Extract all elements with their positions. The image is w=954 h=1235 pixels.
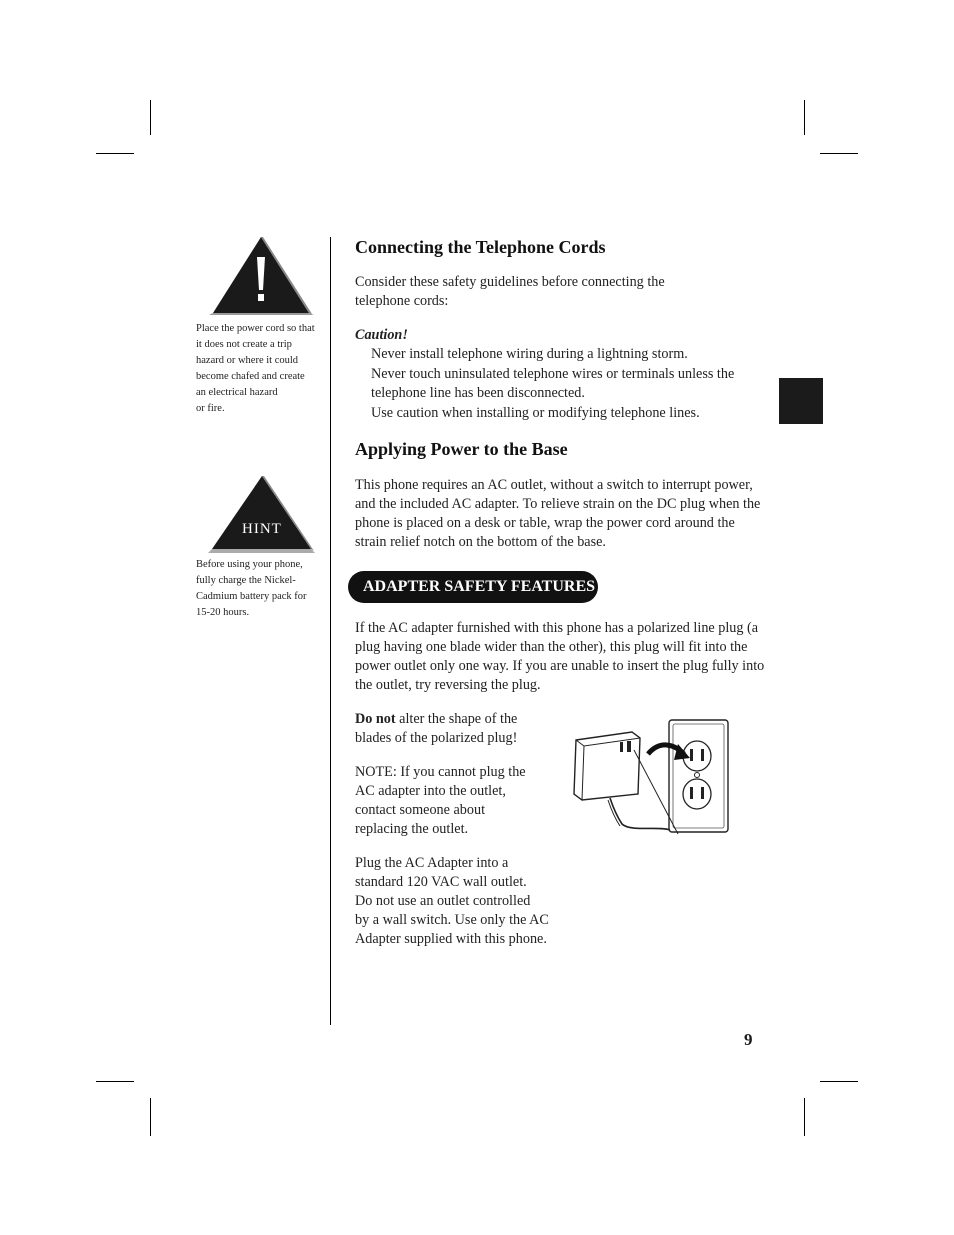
adapter-safety-banner: ADAPTER SAFETY FEATURES bbox=[348, 571, 598, 603]
crop-mark bbox=[96, 153, 134, 154]
caution-title: Caution! bbox=[355, 327, 408, 343]
crop-mark bbox=[804, 100, 805, 135]
warning-note: Place the power cord so that it does not create a trip hazard or where it could become chafed and create an electrical hazard or fire. bbox=[196, 323, 315, 414]
section-title-applying-power: Applying Power to the Base bbox=[355, 439, 568, 459]
caution-list: Never install telephone wiring during a lightning storm. Never touch uninsulated telephone wires or terminals unless the telephone line has been disconnected. Use caution when installing or modifying telephone lines. bbox=[371, 346, 735, 421]
column-divider bbox=[330, 237, 331, 1025]
note-paragraph: NOTE: If you cannot plug the AC adapter into the outlet, contact someone about replacing the outlet. bbox=[355, 764, 526, 837]
page-number: 9 bbox=[744, 1030, 753, 1049]
crop-mark bbox=[150, 100, 151, 135]
section3-body: If the AC adapter furnished with this phone has a polarized line plug (a plug having one blade wider than the other), this plug will fit into the power outlet only one way. If you are unable to insert the plug fully into the outlet, try reversing the plug. bbox=[355, 620, 765, 693]
warning-icon bbox=[208, 235, 314, 315]
crop-mark bbox=[820, 1081, 858, 1082]
donot-bold: Do not bbox=[355, 711, 396, 727]
crop-mark bbox=[150, 1098, 151, 1136]
section2-body: This phone requires an AC outlet, without a switch to interrupt power, and the included AC adapter. To relieve strain on the DC plug when the phone is placed on a desk or table, wrap the power cord around the strain relief notch on the bottom of the base. bbox=[355, 477, 761, 550]
adapter-outlet-illustration bbox=[570, 718, 732, 836]
plug-paragraph: Plug the AC Adapter into a standard 120 VAC wall outlet. Do not use an outlet controlled by a wall switch. Use only the AC Adapter supplied with this phone. bbox=[355, 855, 549, 947]
hint-label: HINT bbox=[242, 521, 282, 537]
section-title-telephone-cords: Connecting the Telephone Cords bbox=[355, 237, 606, 257]
crop-mark bbox=[820, 153, 858, 154]
hint-note: Before using your phone, fully charge the Nickel- Cadmium battery pack for 15-20 hours. bbox=[196, 559, 307, 618]
donot-paragraph: Do not alter the shape of the blades of the polarized plug! bbox=[355, 711, 518, 746]
crop-mark bbox=[804, 1098, 805, 1136]
section1-intro: Consider these safety guidelines before connecting the telephone cords: bbox=[355, 274, 665, 309]
crop-mark bbox=[96, 1081, 134, 1082]
hint-icon bbox=[207, 474, 315, 554]
section-tab bbox=[779, 378, 823, 424]
